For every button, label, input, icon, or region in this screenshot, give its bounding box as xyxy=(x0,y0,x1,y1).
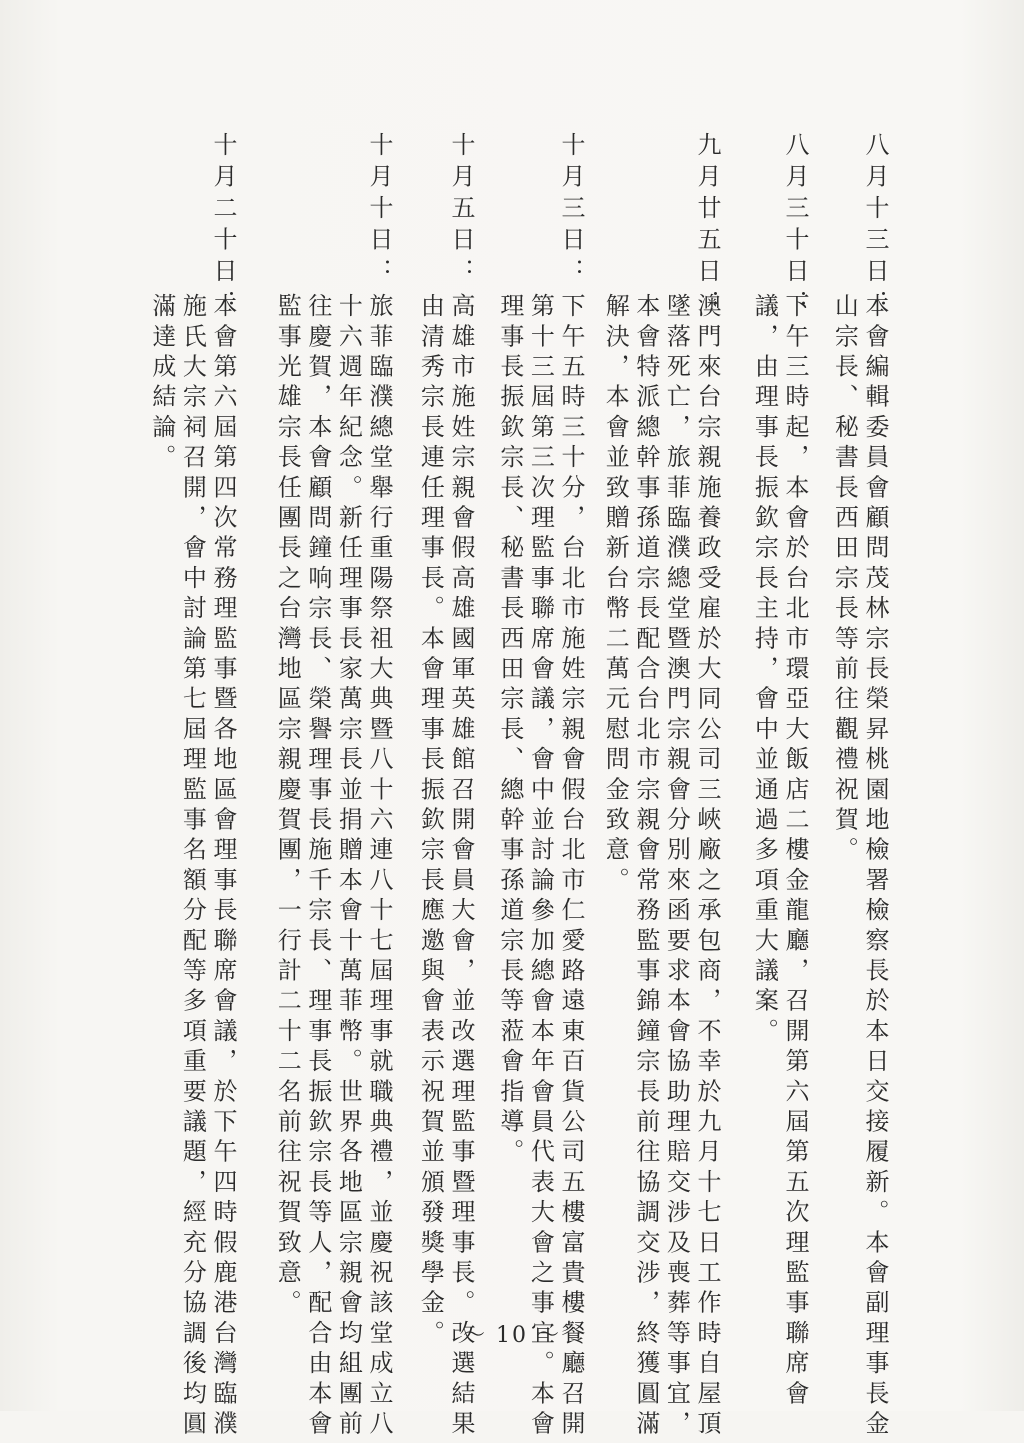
page-number: ～ 10 ～ xyxy=(463,1323,561,1348)
entry-text: 旅菲臨濮總堂舉行重陽祭祖大典暨八十六連八十七屆理事就職典禮，並慶祝該堂成立八十六週年紀念。新任理事長家萬宗長並捐贈本會十萬菲幣。世界各地區宗親會均組團前往慶賀，本會顧問鐘响宗長、榮譽理事長施千宗長、理事長振欽宗長等人，配合由本會監事光雄宗長任團長之台灣地區宗親慶賀團，一行計二十二名前往祝賀致意。 xyxy=(273,293,393,1441)
entry-text: 高雄市施姓宗親會假高雄國軍英雄館召開會員大會，並改選理監事暨理事長。改選結果由清秀宗長連任理事長。本會理事長振欽宗長應邀與會表示祝賀並頒發獎學金。 xyxy=(416,293,475,1441)
entry-aug-30 xyxy=(724,132,810,1411)
entry-text: 下午三時起，本會於台北市環亞大飯店二樓金龍廳，召開第六屆第五次理監事聯席會議，由理事長振欽宗長主持，會中並通過多項重大議案。 xyxy=(750,293,809,1411)
entry-sep-25 xyxy=(601,132,722,1441)
entry-date: 八月三十日： xyxy=(781,132,809,321)
entry-date: 八月十三日： xyxy=(861,132,889,321)
entry-oct-03 xyxy=(486,132,586,1441)
entry-text: 澳門來台宗親施養政受雇於大同公司三峽廠之承包商，不幸於九月十七日工作時自屋頂墜落死亡，旅菲臨濮總堂暨澳門宗親會分別來函要求本會協助理賠交涉及喪葬等事宜，本會特派總幹事孫道宗長配合台北市宗親會常務監事錦鐘宗長前往協調交涉，終獲圓滿解決，本會並致贈新台幣二萬元慰問金致意。 xyxy=(601,293,721,1441)
entry-date: 十月十日： xyxy=(365,132,393,290)
entry-date: 十月二十日： xyxy=(209,132,237,321)
entry-oct-05 xyxy=(406,132,476,1441)
entry-aug-13 xyxy=(830,132,890,1441)
entry-date: 九月廿五日： xyxy=(693,132,721,321)
entry-oct-20 xyxy=(112,132,238,1441)
entry-date: 十月五日： xyxy=(447,132,475,290)
entry-text: 本會編輯委員會顧問茂林宗長榮昇桃園地檢署檢察長於本日交接履新。本會副理事長金山宗長、秘書長西田宗長等前往觀禮祝賀。 xyxy=(830,293,889,1441)
entry-oct-10 xyxy=(244,132,394,1441)
entry-date: 十月三日： xyxy=(557,132,585,290)
entry-text: 本會第六屆第四次常務理監事暨各地區會理事長聯席會議，於下午四時假鹿港台灣臨濮施氏大宗祠召開，會中討論第七屆理監事名額分配等多項重要議題，經充分協調後均圓滿達成結論。 xyxy=(147,293,237,1441)
entry-text: 下午五時三十分，台北市施姓宗親會假台北市仁愛路遠東百貨公司五樓富貴樓餐廳召開第十三屆第三次理監事聯席會議，會中並討論參加總會本年會員代表大會之事宜。本會理事長振欽宗長、秘書長西田宗長、總幹事孫道宗長等蒞會指導。 xyxy=(495,293,585,1441)
